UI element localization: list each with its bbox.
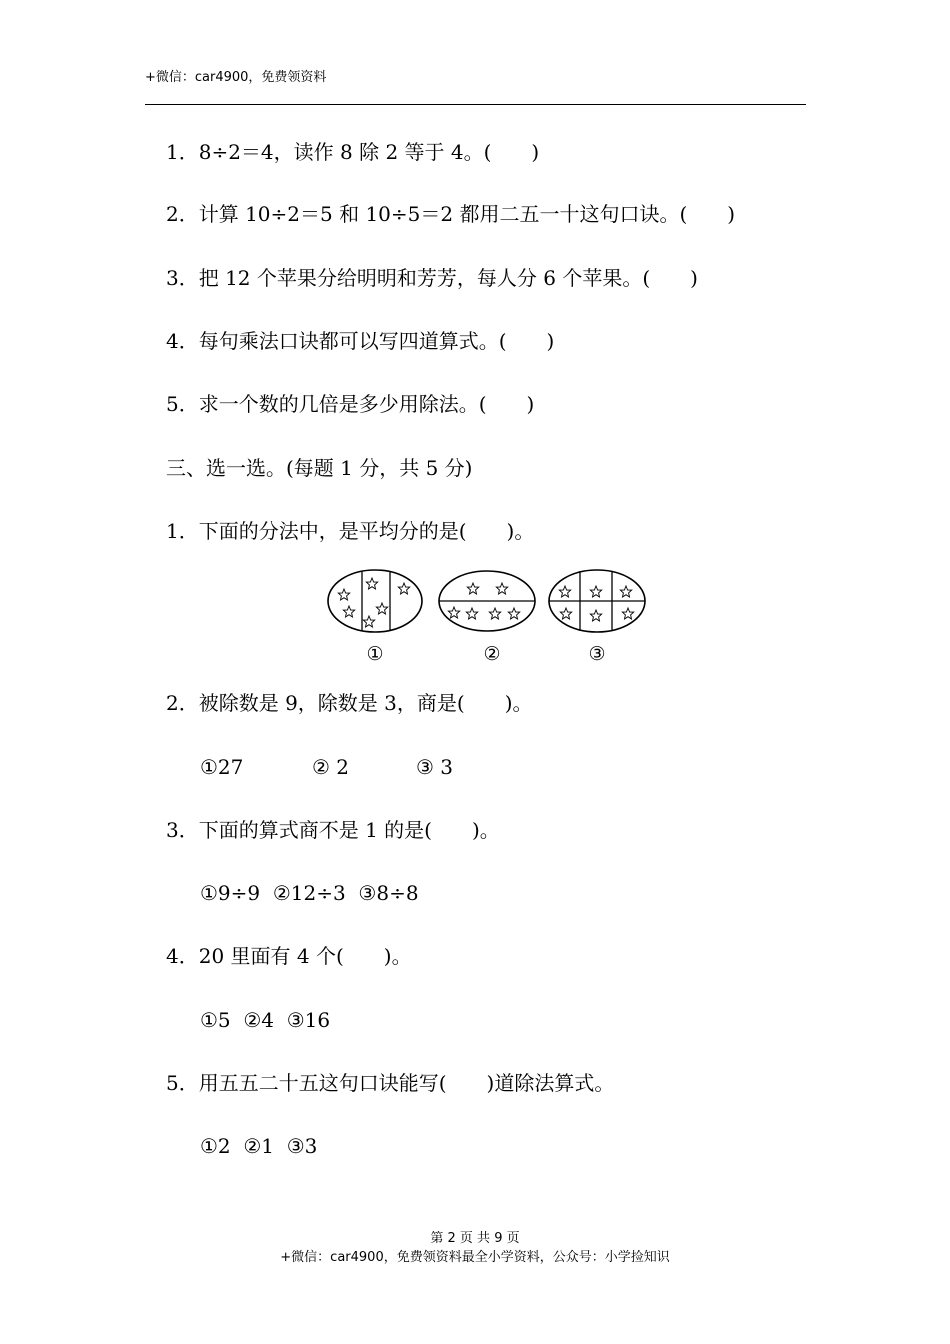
judge-item-5: 5．求一个数的几倍是多少用除法。( ) bbox=[166, 392, 535, 416]
q2-option-3: ③ 3 bbox=[416, 755, 454, 779]
choice-q1: 1．下面的分法中，是平均分的是( )。 bbox=[166, 519, 535, 543]
q2-option-2: ② 2 bbox=[312, 755, 350, 779]
fig-label-3: ③ bbox=[588, 643, 606, 665]
choice-q5: 5．用五五二十五这句口诀能写( )道除法算式。 bbox=[166, 1071, 615, 1095]
choice-q2: 2．被除数是 9，除数是 3，商是( )。 bbox=[166, 691, 533, 715]
division-figure bbox=[326, 568, 648, 668]
ellipse-3 bbox=[549, 570, 645, 632]
section-title: 三、选一选。(每题 1 分，共 5 分) bbox=[166, 456, 473, 480]
footer-watermark: +微信：car4900，免费领资料最全小学资料，公众号：小学捡知识 bbox=[280, 1250, 670, 1265]
fig-label-2: ② bbox=[483, 643, 501, 665]
judge-item-1: 1．8÷2＝4，读作 8 除 2 等于 4。( ) bbox=[166, 140, 540, 164]
choice-q3: 3．下面的算式商不是 1 的是( )。 bbox=[166, 818, 500, 842]
q2-option-1: ①27 bbox=[200, 755, 244, 779]
q5-options: ①2 ②1 ③3 bbox=[200, 1134, 318, 1158]
q4-options: ①5 ②4 ③16 bbox=[200, 1008, 331, 1032]
ellipse-2 bbox=[439, 571, 535, 631]
page-number: 第 2 页 共 9 页 bbox=[430, 1231, 520, 1246]
header-watermark: +微信：car4900，免费领资料 bbox=[145, 70, 327, 85]
judge-item-4: 4．每句乘法口诀都可以写四道算式。( ) bbox=[166, 329, 555, 353]
fig-label-1: ① bbox=[366, 643, 384, 665]
q3-options: ①9÷9 ②12÷3 ③8÷8 bbox=[200, 881, 419, 905]
choice-q4: 4．20 里面有 4 个( )。 bbox=[166, 944, 412, 968]
judge-item-2: 2．计算 10÷2＝5 和 10÷5＝2 都用二五一十这句口诀。( ) bbox=[166, 202, 736, 226]
header-rule bbox=[145, 104, 806, 105]
judge-item-3: 3．把 12 个苹果分给明明和芳芳，每人分 6 个苹果。( ) bbox=[166, 266, 698, 290]
ellipse-1 bbox=[328, 570, 422, 632]
